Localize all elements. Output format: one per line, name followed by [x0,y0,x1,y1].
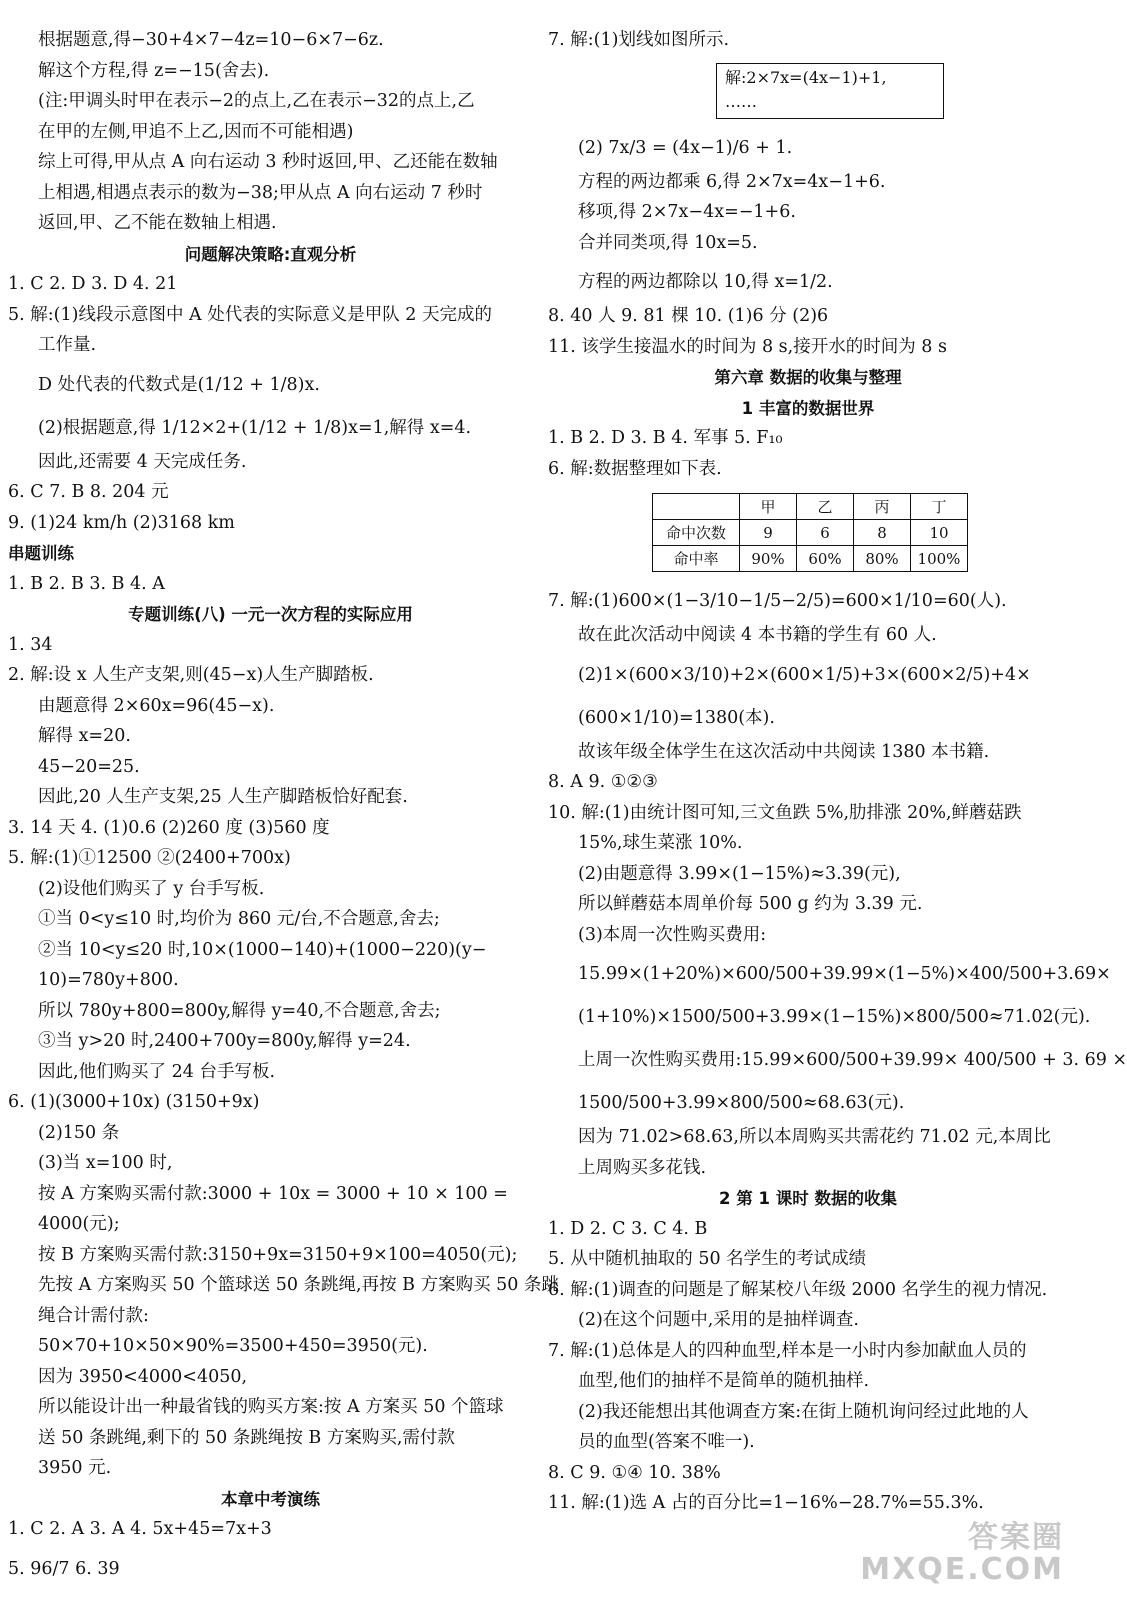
answer-line: 方程的两边都乘 6,得 2×7x=4x−1+6. [578,171,886,192]
answer-line: 5. 解:(1)线段示意图中 A 处代表的实际意义是甲队 2 天完成的 [8,304,492,325]
answer-line: 8. A 9. ①②③ [548,772,658,792]
answer-line: (2)150 条 [38,1122,120,1143]
answer-line: (2)在这个问题中,采用的是抽样调查. [578,1310,859,1330]
answer-line: 1. D 2. C 3. C 4. B [548,1218,708,1239]
answer-line: 50×70+10×50×90%=3500+450=3950(元). [38,1336,428,1356]
answer-line: 1500/500+3.99×800/500≈68.63(元). [578,1093,905,1113]
table-cell: 100% [911,546,968,572]
answer-line: 1. C 2. A 3. A 4. 5x+45=7x+3 [8,1519,272,1539]
answer-line: 6. C 7. B 8. 204 元 [8,482,169,502]
watermark-line-2: MXQE.COM [860,1552,1064,1587]
answer-line: 11. 该学生接温水的时间为 8 s,接开水的时间为 8 s [548,336,947,357]
answer-line: (1+10%)×1500/500+3.99×(1−15%)×800/500≈71.02(元). [578,1007,1091,1027]
answer-line: 故在此次活动中阅读 4 本书籍的学生有 60 人. [578,625,937,645]
answer-line: (2)1×(600×3/10)+2×(600×1/5)+3×(600×2/5)+4× [578,664,1031,685]
answer-line: 送 50 条跳绳,剩下的 50 条跳绳按 B 方案购买,需付款 [38,1427,455,1448]
answer-line: 绳合计需付款: [38,1305,149,1326]
answer-line: 因为 3950<4000<4050, [38,1366,248,1387]
table-cell: 8 [854,520,911,546]
answer-line: (2)由题意得 3.99×(1−15%)≈3.39(元), [578,863,901,884]
answer-line: 按 B 方案购买需付款:3150+9x=3150+9×100=4050(元); [38,1244,518,1265]
answer-line: 15%,球生菜涨 10%. [578,833,743,853]
answer-line: 5. 从中随机抽取的 50 名学生的考试成绩 [548,1249,867,1269]
answer-line: 按 A 方案购买需付款:3000 + 10x = 3000 + 10 × 100 = [38,1183,508,1204]
answer-line: 综上可得,甲从点 A 向右运动 3 秒时返回,甲、乙还能在数轴 [38,152,498,172]
table-header-cell: 甲 [740,494,797,520]
answer-line: (3)当 x=100 时, [38,1153,173,1173]
table-cell: 10 [911,520,968,546]
answer-line: 7. 解:(1)600×(1−3/10−1/5−2/5)=600×1/10=60(人). [548,591,1007,611]
answer-box-line-1: 解:2×7x=(4x−1)+1, [725,67,887,87]
answer-line: 15.99×(1+20%)×600/500+39.99×(1−5%)×400/500+3.69× [578,964,1111,984]
section-heading: 专题训练(八) 一元一次方程的实际应用 [128,605,413,624]
answer-line: 6. 解:数据整理如下表. [548,458,722,479]
answer-line: 6. (1)(3000+10x) (3150+9x) [8,1092,260,1112]
hit-rate-table [652,493,968,572]
table-cell: 命中率 [653,546,740,572]
answer-line: 1. B 2. D 3. B 4. 军事 5. F₁₀ [548,428,783,448]
table-header-cell [653,494,740,520]
answer-line: 10. 解:(1)由统计图可知,三文鱼跌 5%,肋排涨 20%,鲜蘑菇跌 [548,802,1022,823]
table-cell: 60% [797,546,854,572]
answer-line: 5. 解:(1)①12500 ②(2400+700x) [8,848,291,868]
answer-line: 因为 71.02>68.63,所以本周购买共需花约 71.02 元,本周比 [578,1127,1051,1147]
answer-line: ①当 0<y≤10 时,均价为 860 元/台,不合题意,舍去; [38,909,440,929]
answer-line: 所以 780y+800=800y,解得 y=40,不合题意,舍去; [38,1000,441,1021]
section-heading: 问题解决策略:直观分析 [184,244,357,264]
answer-line: 所以鲜蘑菇本周单价每 500 g 约为 3.39 元. [578,894,923,914]
answer-line: 1. 34 [8,634,53,655]
answer-line: (2)设他们购买了 y 台手写板. [38,878,265,899]
table-header-cell: 丁 [911,494,968,520]
answer-line: 9. (1)24 km/h (2)3168 km [8,512,235,533]
table-cell: 命中次数 [653,520,740,546]
answer-line: 4000(元); [38,1214,120,1234]
answer-line: 方程的两边都除以 10,得 x=1/2. [578,272,833,292]
answer-line: 因此,还需要 4 天完成任务. [38,451,247,472]
answer-line: 先按 A 方案购买 50 个篮球送 50 条跳绳,再按 B 方案购买 50 条跳 [38,1275,559,1295]
answer-box [716,63,944,119]
table-cell: 6 [797,520,854,546]
answer-line: ②当 10<y≤20 时,10×(1000−140)+(1000−220)(y− [38,939,487,960]
answer-line: (600×1/10)=1380(本). [578,707,775,728]
answer-line: (2)我还能想出其他调查方案:在街上随机询问经过此地的人 [578,1401,1029,1422]
answer-line: 返回,甲、乙不能在数轴上相遇. [38,213,277,233]
answer-line: 6. 解:(1)调查的问题是了解某校八年级 2000 名学生的视力情况. [548,1279,1048,1300]
answer-box-line-2: …… [725,91,757,111]
answer-line: ③当 y>20 时,2400+700y=800y,解得 y=24. [38,1031,411,1051]
watermark-logo [860,1522,1064,1586]
answer-line: 工作量. [38,335,97,355]
table-header-cell: 乙 [797,494,854,520]
table-row [653,546,968,572]
table-cell: 90% [740,546,797,572]
answer-line: (2)根据题意,得 1/12×2+(1/12 + 1/8)x=1,解得 x=4. [38,417,472,438]
section-heading: 1 丰富的数据世界 [741,398,875,418]
left-column [8,28,559,1591]
answer-line: 上周一次性购买费用:15.99×600/500+39.99× 400/500 + 3. 69 × [578,1050,1127,1070]
answer-line: 解这个方程,得 z=−15(舍去). [38,60,270,81]
section-heading: 本章中考演练 [221,1489,320,1509]
watermark-line-1: 答案圈 [968,1520,1064,1555]
answer-line: 2. 解:设 x 人生产支架,则(45−x)人生产脚踏板. [8,665,374,685]
answer-line: 根据题意,得−30+4×7−4z=10−6×7−6z. [38,30,384,50]
answer-line: 1. C 2. D 3. D 4. 21 [8,274,178,294]
answer-line: 上周购买多花钱. [578,1157,707,1178]
answer-line: 上相遇,相遇点表示的数为−38;甲从点 A 向右运动 7 秒时 [38,182,483,203]
answer-line: (3)本周一次性购买费用: [578,924,767,945]
answer-line: 1. B 2. B 3. B 4. A [8,573,165,594]
answer-line: 7. 解:(1)总体是人的四种血型,样本是一小时内参加献血人员的 [548,1340,1027,1361]
answer-line: 所以能设计出一种最省钱的购买方案:按 A 方案买 50 个篮球 [38,1397,504,1417]
section-heading: 第六章 数据的收集与整理 [714,368,902,387]
answer-line: D 处代表的代数式是(1/12 + 1/8)x. [38,374,320,395]
answer-line: 45−20=25. [38,756,140,777]
answer-line: 合并同类项,得 10x=5. [578,232,758,253]
answer-line: (2) 7x/3 = (4x−1)/6 + 1. [578,137,793,158]
answer-line: 血型,他们的抽样不是简单的随机抽样. [578,1371,870,1391]
answer-line: 因此,20 人生产支架,25 人生产脚踏板恰好配套. [38,787,408,807]
answer-line: 11. 解:(1)选 A 占的百分比=1−16%−28.7%=55.3%. [548,1493,984,1513]
right-column [548,28,1127,1522]
answer-line: 解得 x=20. [38,726,131,746]
answer-line: 10)=780y+800. [38,970,179,990]
answer-line: 8. 40 人 9. 81 棵 10. (1)6 分 (2)6 [548,306,829,326]
table-row [653,520,968,546]
section-heading: 2 第 1 课时 数据的收集 [719,1189,897,1208]
table-cell: 80% [854,546,911,572]
answer-line: 由题意得 2×60x=96(45−x). [38,695,275,716]
answer-line: 员的血型(答案不唯一). [578,1432,755,1452]
answer-line: 8. C 9. ①④ 10. 38% [548,1462,721,1483]
answer-line: 3950 元. [38,1458,112,1478]
table-cell: 9 [740,520,797,546]
answer-line: 移项,得 2×7x−4x=−1+6. [578,202,796,222]
answer-line: 故该年级全体学生在这次活动中共阅读 1380 本书籍. [578,741,990,762]
answer-line: (注:甲调头时甲在表示−2的点上,乙在表示−32的点上,乙 [38,91,475,111]
answer-line: 因此,他们购买了 24 台手写板. [38,1061,276,1082]
section-heading: 串题训练 [8,544,74,563]
answer-line: 7. 解:(1)划线如图所示. [548,30,730,50]
answer-line: 在甲的左侧,甲追不上乙,因而不可能相遇) [38,121,354,142]
table-header-cell: 丙 [854,494,911,520]
answer-line: 5. 96/7 6. 39 [8,1558,120,1579]
answer-line: 3. 14 天 4. (1)0.6 (2)260 度 (3)560 度 [8,817,330,838]
